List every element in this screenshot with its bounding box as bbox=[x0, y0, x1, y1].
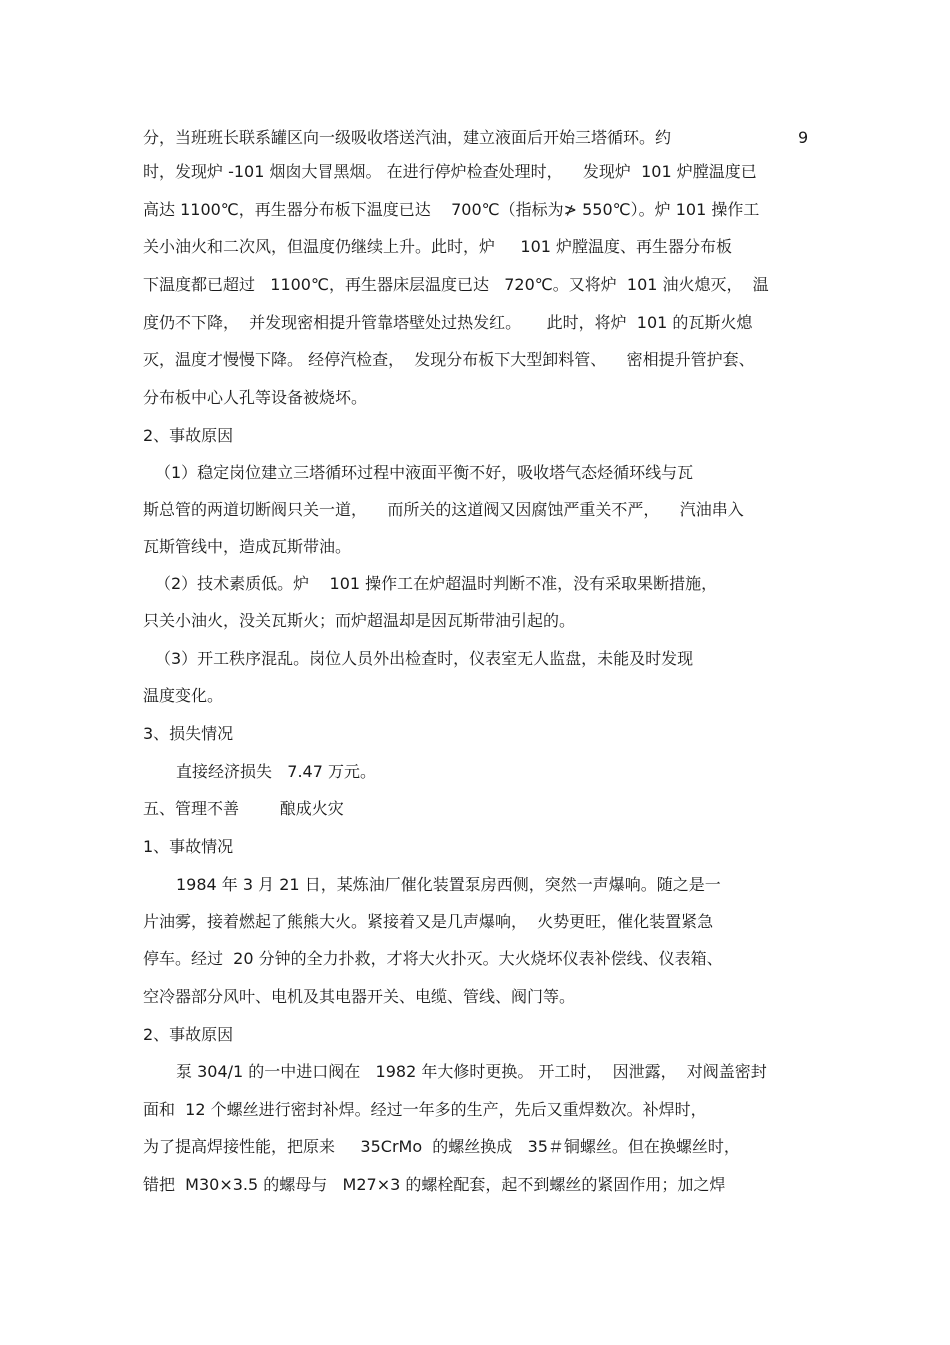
paragraph-line: 错把 M30×3.5 的螺母与 M27×3 的螺栓配套，起不到螺丝的紧固作用；加之焊 bbox=[143, 1175, 726, 1194]
paragraph-line: 分布板中心人孔等设备被烧坏。 bbox=[143, 388, 368, 407]
paragraph-line: 直接经济损失 7.47 万元。 bbox=[176, 762, 376, 781]
paragraph-line: （1）稳定岗位建立三塔循环过程中液面平衡不好，吸收塔气态烃循环线与瓦 bbox=[155, 463, 694, 482]
paragraph-line: 1984 年 3 月 21 日，某炼油厂催化装置泵房西侧，突然一声爆响。随之是一 bbox=[176, 875, 721, 894]
section-heading: 3、损失情况 bbox=[143, 724, 234, 743]
paragraph-line: 关小油火和二次风，但温度仍继续上升。此时，炉 101 炉膛温度、再生器分布板 bbox=[143, 237, 733, 256]
section-heading: 2、事故原因 bbox=[143, 1025, 234, 1044]
paragraph-line: 只关小油火，没关瓦斯火；而炉超温却是因瓦斯带油引起的。 bbox=[143, 611, 576, 630]
paragraph-line: 为了提高焊接性能，把原来 35CrMo 的螺丝换成 35＃铜螺丝。但在换螺丝时， bbox=[143, 1137, 740, 1156]
paragraph-line: 空冷器部分风叶、电机及其电器开关、电缆、管线、阀门等。 bbox=[143, 987, 576, 1006]
paragraph-line: 泵 304/1 的一中进口阀在 1982 年大修时更换。 开工时， 因泄露， 对阀盖密封 bbox=[176, 1062, 767, 1081]
paragraph-line: 瓦斯管线中，造成瓦斯带油。 bbox=[143, 537, 352, 556]
paragraph-line: 片油雾，接着燃起了熊熊大火。紧接着又是几声爆响， 火势更旺，催化装置紧急 bbox=[143, 912, 714, 931]
paragraph-line: 灭，温度才慢慢下降。 经停汽检查， 发现分布板下大型卸料管、 密相提升管护套、 bbox=[143, 350, 755, 369]
paragraph-line: （3）开工秩序混乱。岗位人员外出检查时，仪表室无人监盘，未能及时发现 bbox=[155, 649, 694, 668]
paragraph-line: （2）技术素质低。炉 101 操作工在炉超温时判断不准，没有采取果断措施， bbox=[155, 574, 718, 593]
paragraph-line: 停车。经过 20 分钟的全力扑救，才将大火扑灭。大火烧坏仪表补偿线、仪表箱、 bbox=[143, 949, 723, 968]
paragraph-line: 面和 12 个螺丝进行密封补焊。经过一年多的生产，先后又重焊数次。补焊时， bbox=[143, 1100, 707, 1119]
paragraph-line: 分，当班班长联系罐区向一级吸收塔送汽油，建立液面后开始三塔循环。约 bbox=[143, 128, 672, 147]
paragraph-line: 下温度都已超过 1100℃，再生器床层温度已达 720℃。又将炉 101 油火熄灭， 温 bbox=[143, 275, 769, 294]
line-end-number: 9 bbox=[798, 128, 809, 147]
paragraph-line: 温度变化。 bbox=[143, 686, 224, 705]
paragraph-line: 时，发现炉 -101 烟囱大冒黑烟。 在进行停炉检查处理时， 发现炉 101 炉膛温度已 bbox=[143, 162, 757, 181]
section-heading: 1、事故情况 bbox=[143, 837, 234, 856]
paragraph-line: 斯总管的两道切断阀只关一道， 而所关的这道阀又因腐蚀严重关不严， 汽油串入 bbox=[143, 500, 744, 519]
paragraph-line: 高达 1100℃，再生器分布板下温度已达 700℃（指标为≯ 550℃）。炉 101 操作工 bbox=[143, 200, 760, 219]
section-heading: 2、事故原因 bbox=[143, 426, 234, 445]
chapter-heading: 五、管理不善 酿成火灾 bbox=[143, 799, 344, 818]
paragraph-line: 度仍不下降， 并发现密相提升管靠塔壁处过热发红。 此时，将炉 101 的瓦斯火熄 bbox=[143, 313, 753, 332]
